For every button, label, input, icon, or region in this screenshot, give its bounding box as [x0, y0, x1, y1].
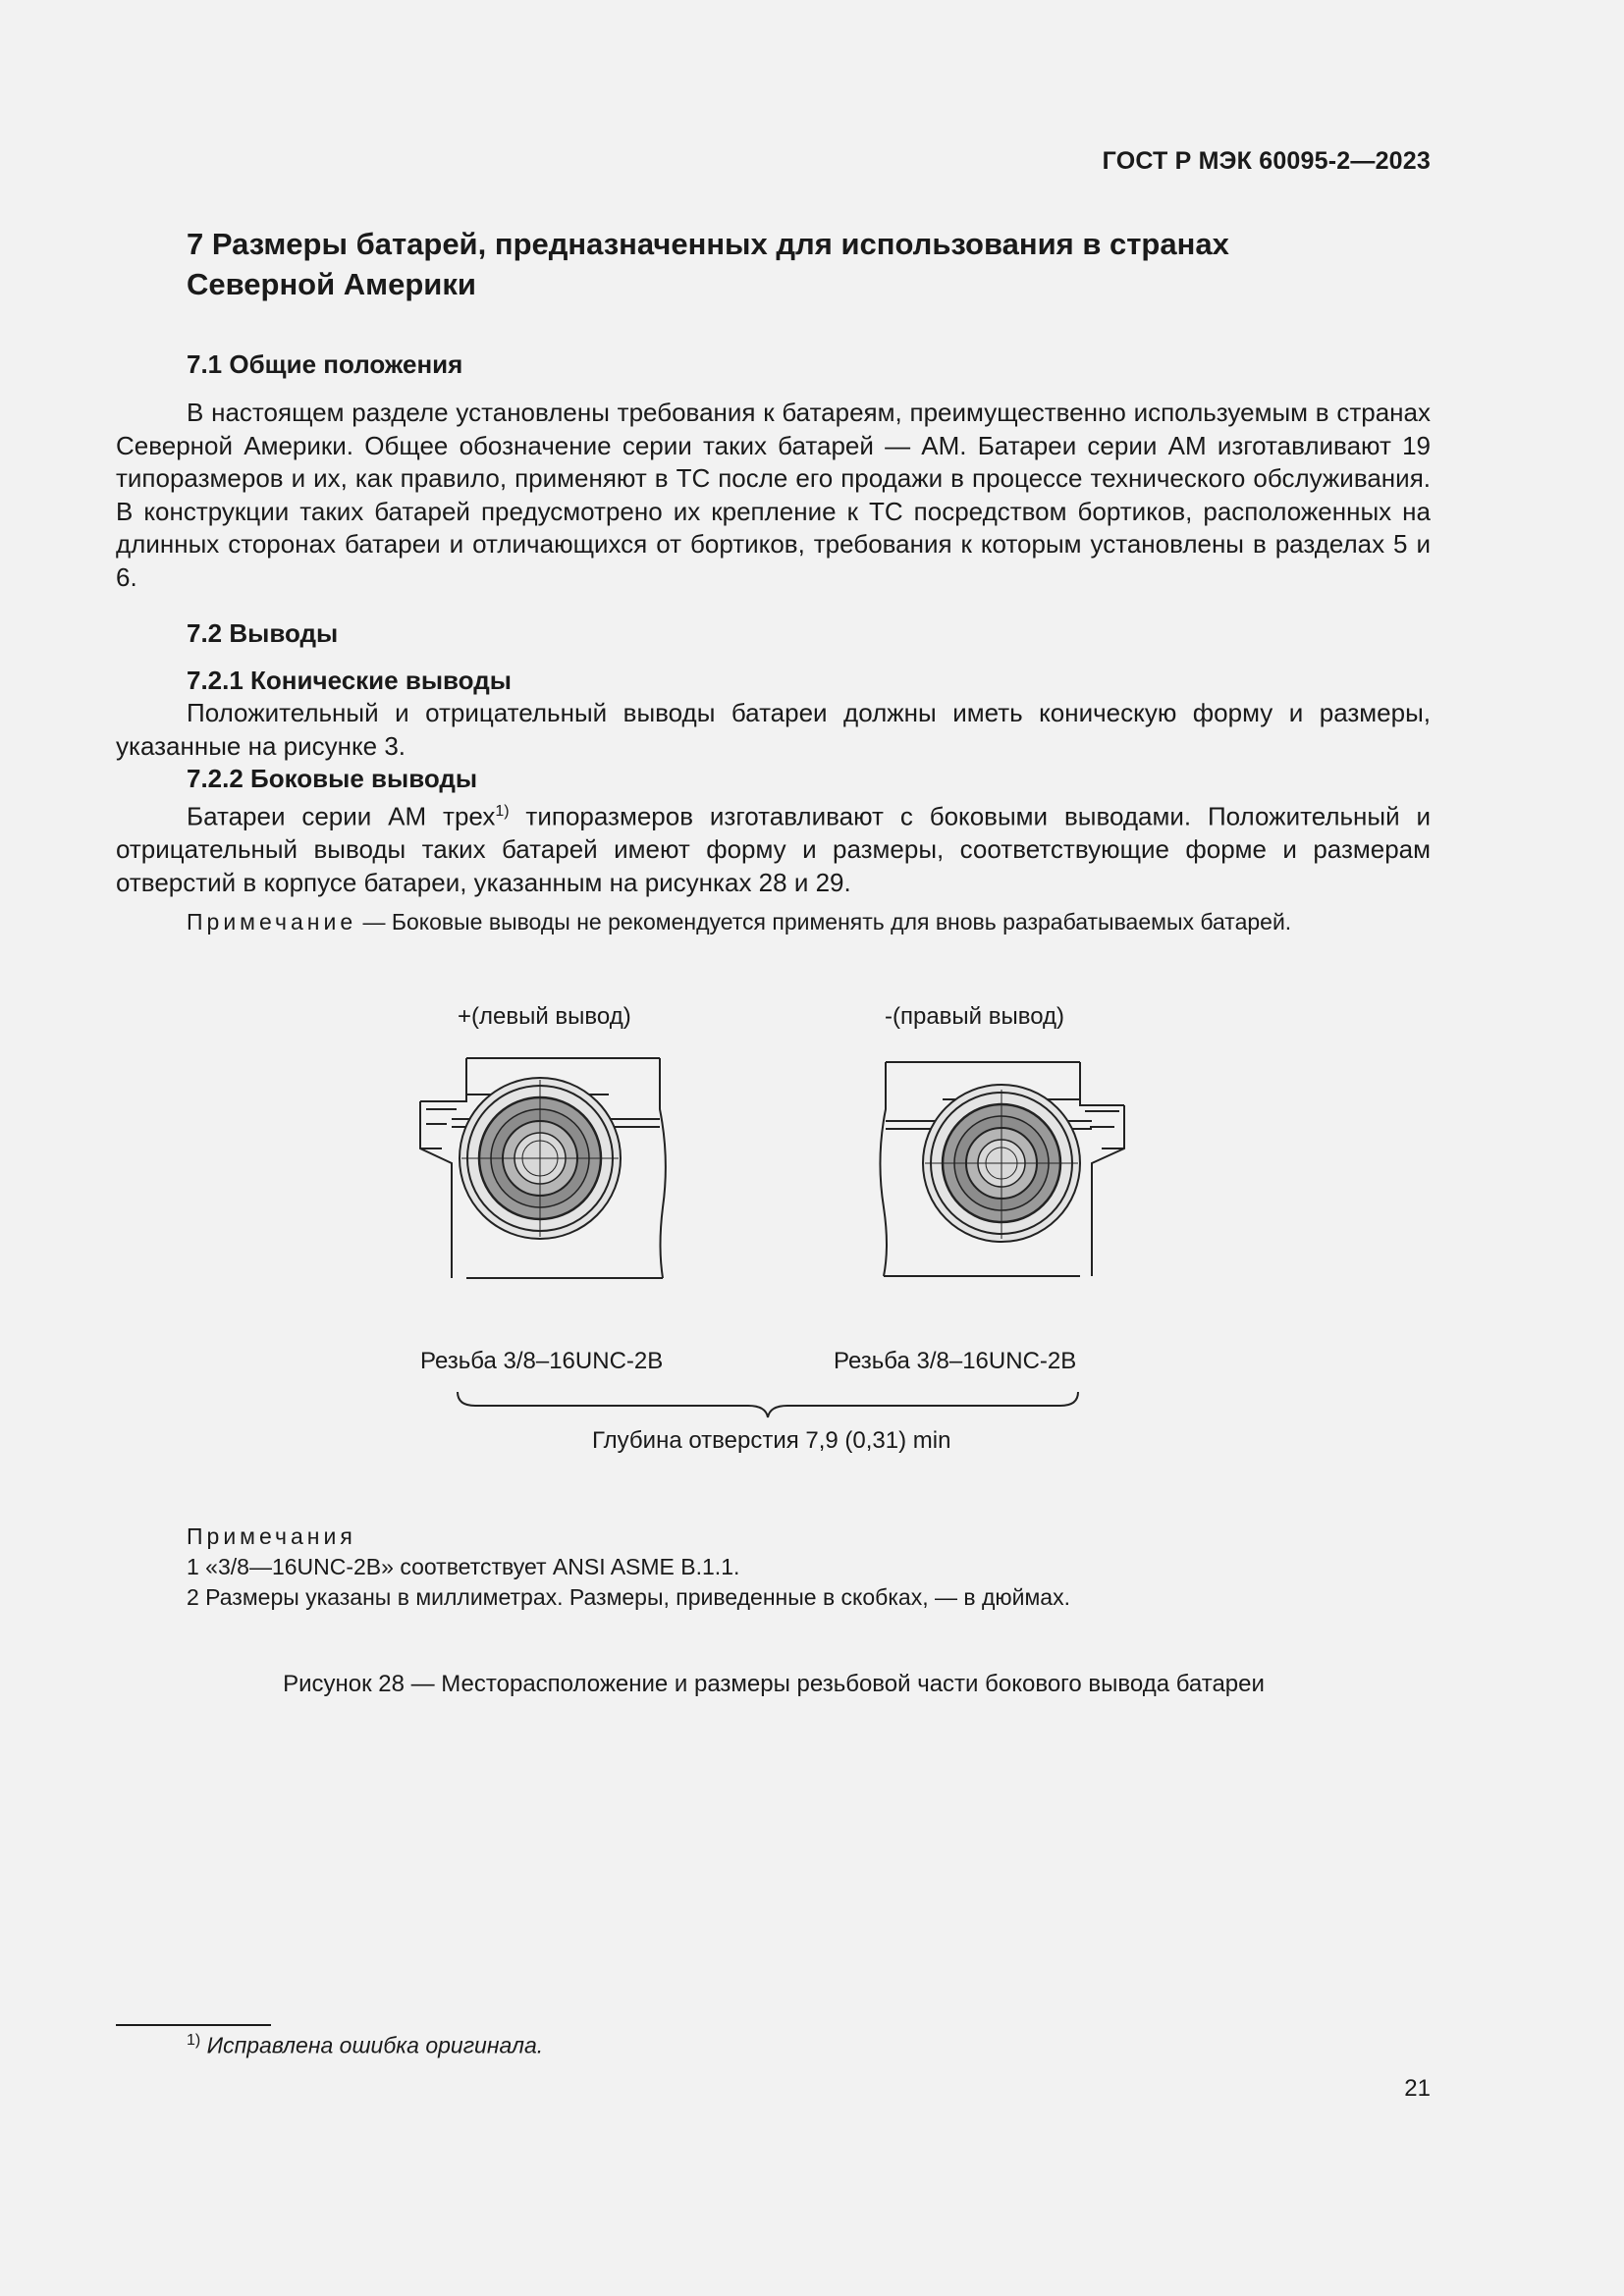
section-title	[187, 224, 1443, 304]
paragraph-7-2-2-part-b: типоразмеров изготавливают с боковыми выводами. Положительный и отрицательный выводы таких батарей имеют форму и размеры, соответствующие форме и размерам отверстий в корпусе батареи, указанным на рисунках 28 и 29.	[116, 801, 1431, 897]
left-terminal-label: +(левый вывод)	[458, 1003, 631, 1030]
footnote-marker: 1)	[187, 2032, 201, 2049]
paragraph-7-2-2-part-a: Батареи серии АМ трех	[187, 801, 496, 831]
depth-brace	[454, 1386, 1082, 1421]
depth-label: Глубина отверстия 7,9 (0,31) min	[592, 1427, 951, 1454]
page-number: 21	[1404, 2075, 1431, 2102]
right-terminal-label: -(правый вывод)	[885, 1003, 1065, 1030]
footnote-separator	[116, 2024, 271, 2026]
paragraph-7-2-2	[116, 795, 1431, 899]
left-terminal-drawing	[412, 1050, 677, 1286]
paragraph-7-1: В настоящем разделе установлены требования к батареям, преимущественно используемым в странах Северной Америки. Общее обозначение серии таких батарей — АМ. Батареи серии АМ изготавливают 19 типоразмеров и их, как правило, применяют в ТС после его продажи в процессе технического обслуживания. В конструкции таких батарей предусмотрено их крепление к ТС посредством бортиков, расположенных на длинных сторонах батареи и отличающихся от бортиков, требования к которым установлены в разделах 5 и 6.	[116, 398, 1431, 592]
figure-notes-heading: Примечания	[187, 1523, 356, 1549]
thread-label-right: Резьба 3/8–16UNC-2B	[834, 1348, 1077, 1374]
footnote-reference: 1)	[495, 803, 510, 820]
heading-7-2: 7.2 Выводы	[187, 618, 339, 648]
figure-note-2: 2 Размеры указаны в миллиметрах. Размеры, приведенные в скобках, — в дюймах.	[187, 1584, 1070, 1610]
note	[187, 909, 1291, 935]
heading-7-1: 7.1 Общие положения	[187, 349, 463, 379]
figure-caption: Рисунок 28 — Месторасположение и размеры резьбовой части бокового вывода батареи	[283, 1671, 1265, 1697]
section-title-line-1: 7 Размеры батарей, предназначенных для использования в странах	[187, 227, 1229, 261]
section-title-line-2: Северной Америки	[187, 267, 476, 301]
note-label: Примечание	[187, 909, 357, 934]
right-terminal-drawing	[874, 1050, 1139, 1286]
footnote-text: Исправлена ошибка оригинала.	[200, 2032, 544, 2058]
document-code: ГОСТ Р МЭК 60095-2—2023	[1102, 147, 1431, 175]
thread-label-left: Резьба 3/8–16UNC-2B	[420, 1348, 664, 1374]
figure-notes	[187, 1522, 1070, 1613]
heading-7-2-1: 7.2.1 Конические выводы	[187, 666, 512, 695]
note-text: — Боковые выводы не рекомендуется применять для вновь разрабатываемых батарей.	[356, 909, 1292, 934]
footnote	[187, 2032, 543, 2059]
paragraph-7-2-1: Положительный и отрицательный выводы батареи должны иметь коническую форму и размеры, указанные на рисунке 3.	[116, 698, 1431, 761]
figure-note-1: 1 «3/8—16UNC-2B» соответствует ANSI ASME B.1.1.	[187, 1554, 740, 1579]
heading-7-2-2: 7.2.2 Боковые выводы	[187, 764, 478, 793]
